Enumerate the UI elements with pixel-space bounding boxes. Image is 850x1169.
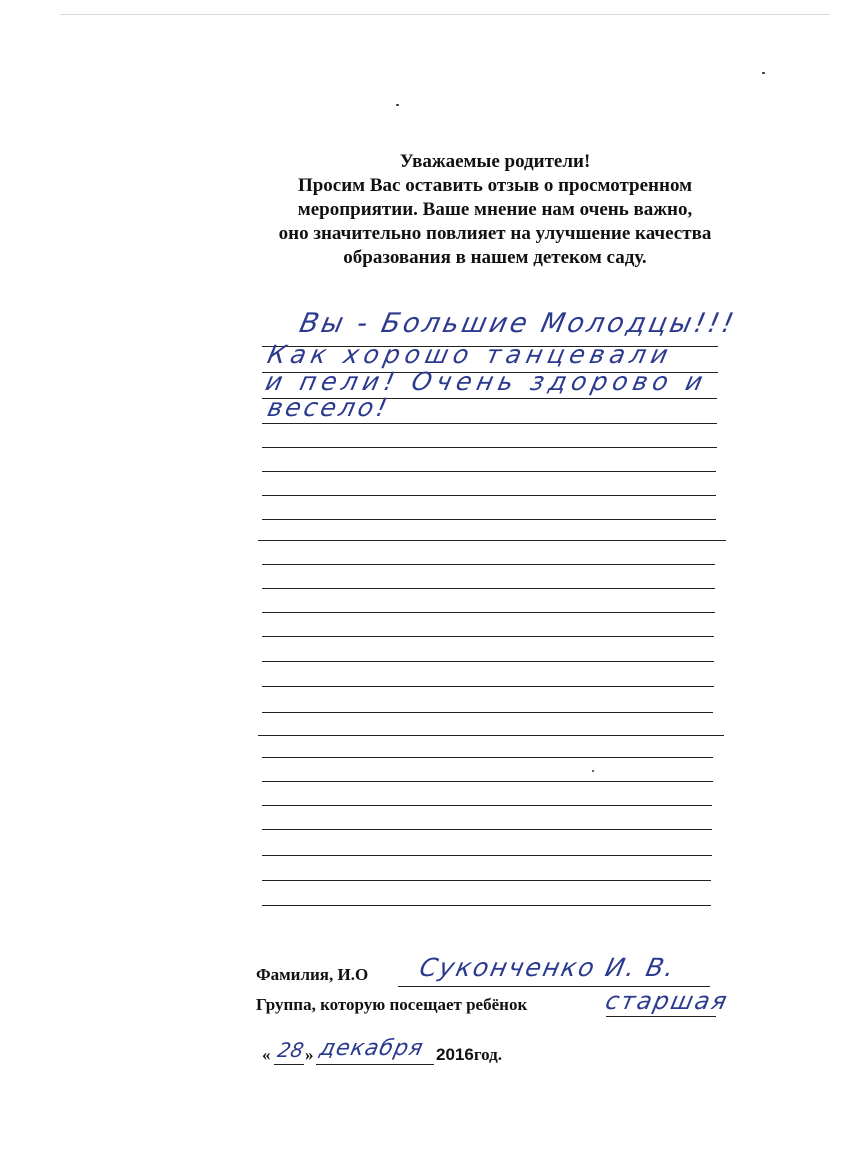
writing-line: [262, 686, 714, 687]
date-day: 28: [275, 1038, 307, 1062]
group-label: Группа, которую посещает ребёнок: [256, 995, 528, 1014]
scan-speck: [762, 72, 765, 74]
writing-line: [262, 781, 713, 782]
date-month-line: [316, 1064, 434, 1065]
writing-line: [262, 636, 714, 637]
date-day-line: [274, 1064, 304, 1065]
writing-line: [262, 612, 715, 613]
writing-line: [262, 661, 714, 662]
writing-line: [258, 735, 724, 736]
writing-line: [262, 829, 712, 830]
scan-speck: [396, 104, 399, 106]
date-open-quote: «: [262, 1045, 271, 1064]
writing-line: [258, 540, 726, 541]
handwritten-feedback-line: и пели! Очень здорово и: [262, 367, 711, 396]
scan-speck: [592, 770, 594, 772]
heading-line: образования в нашем детеком саду.: [343, 247, 647, 268]
heading-line: Просим Вас оставить отзыв о просмотренном: [297, 175, 693, 196]
date-month: декабря: [317, 1036, 426, 1061]
date-year: [436, 1045, 502, 1065]
handwritten-feedback-line: весело!: [264, 393, 393, 422]
writing-line: [262, 495, 716, 496]
handwritten-feedback-line: Вы - Большие Молодцы!!!: [296, 308, 740, 339]
date-year-number: 2016: [436, 1045, 474, 1064]
writing-line: [262, 757, 713, 758]
group-value: старшая: [603, 987, 732, 1015]
writing-line: [262, 905, 711, 906]
writing-line: [262, 564, 715, 565]
name-label: Фамилия, И.О: [256, 965, 369, 984]
writing-line: [262, 855, 712, 856]
writing-line: [262, 880, 711, 881]
writing-line: [262, 588, 715, 589]
writing-line: [262, 805, 712, 806]
writing-line: [262, 471, 716, 472]
scan-top-edge: [60, 14, 830, 15]
writing-line: [262, 423, 717, 424]
writing-line: [262, 519, 716, 520]
heading-line: оно значительно повлияет на улучшение качества: [278, 223, 712, 244]
group-line: [606, 1016, 716, 1017]
writing-line: [262, 712, 713, 713]
form-heading: [200, 150, 790, 270]
date-close-quote: »: [305, 1045, 314, 1064]
name-value: Суконченко И. В.: [416, 953, 679, 982]
date-year-suffix: год.: [473, 1045, 502, 1064]
heading-line: Уважаемые родители!: [399, 151, 591, 172]
handwritten-feedback-line: Как хорошо танцевали: [264, 340, 676, 369]
heading-line: мероприятии. Ваше мнение нам очень важно,: [297, 199, 693, 220]
writing-line: [262, 447, 717, 448]
